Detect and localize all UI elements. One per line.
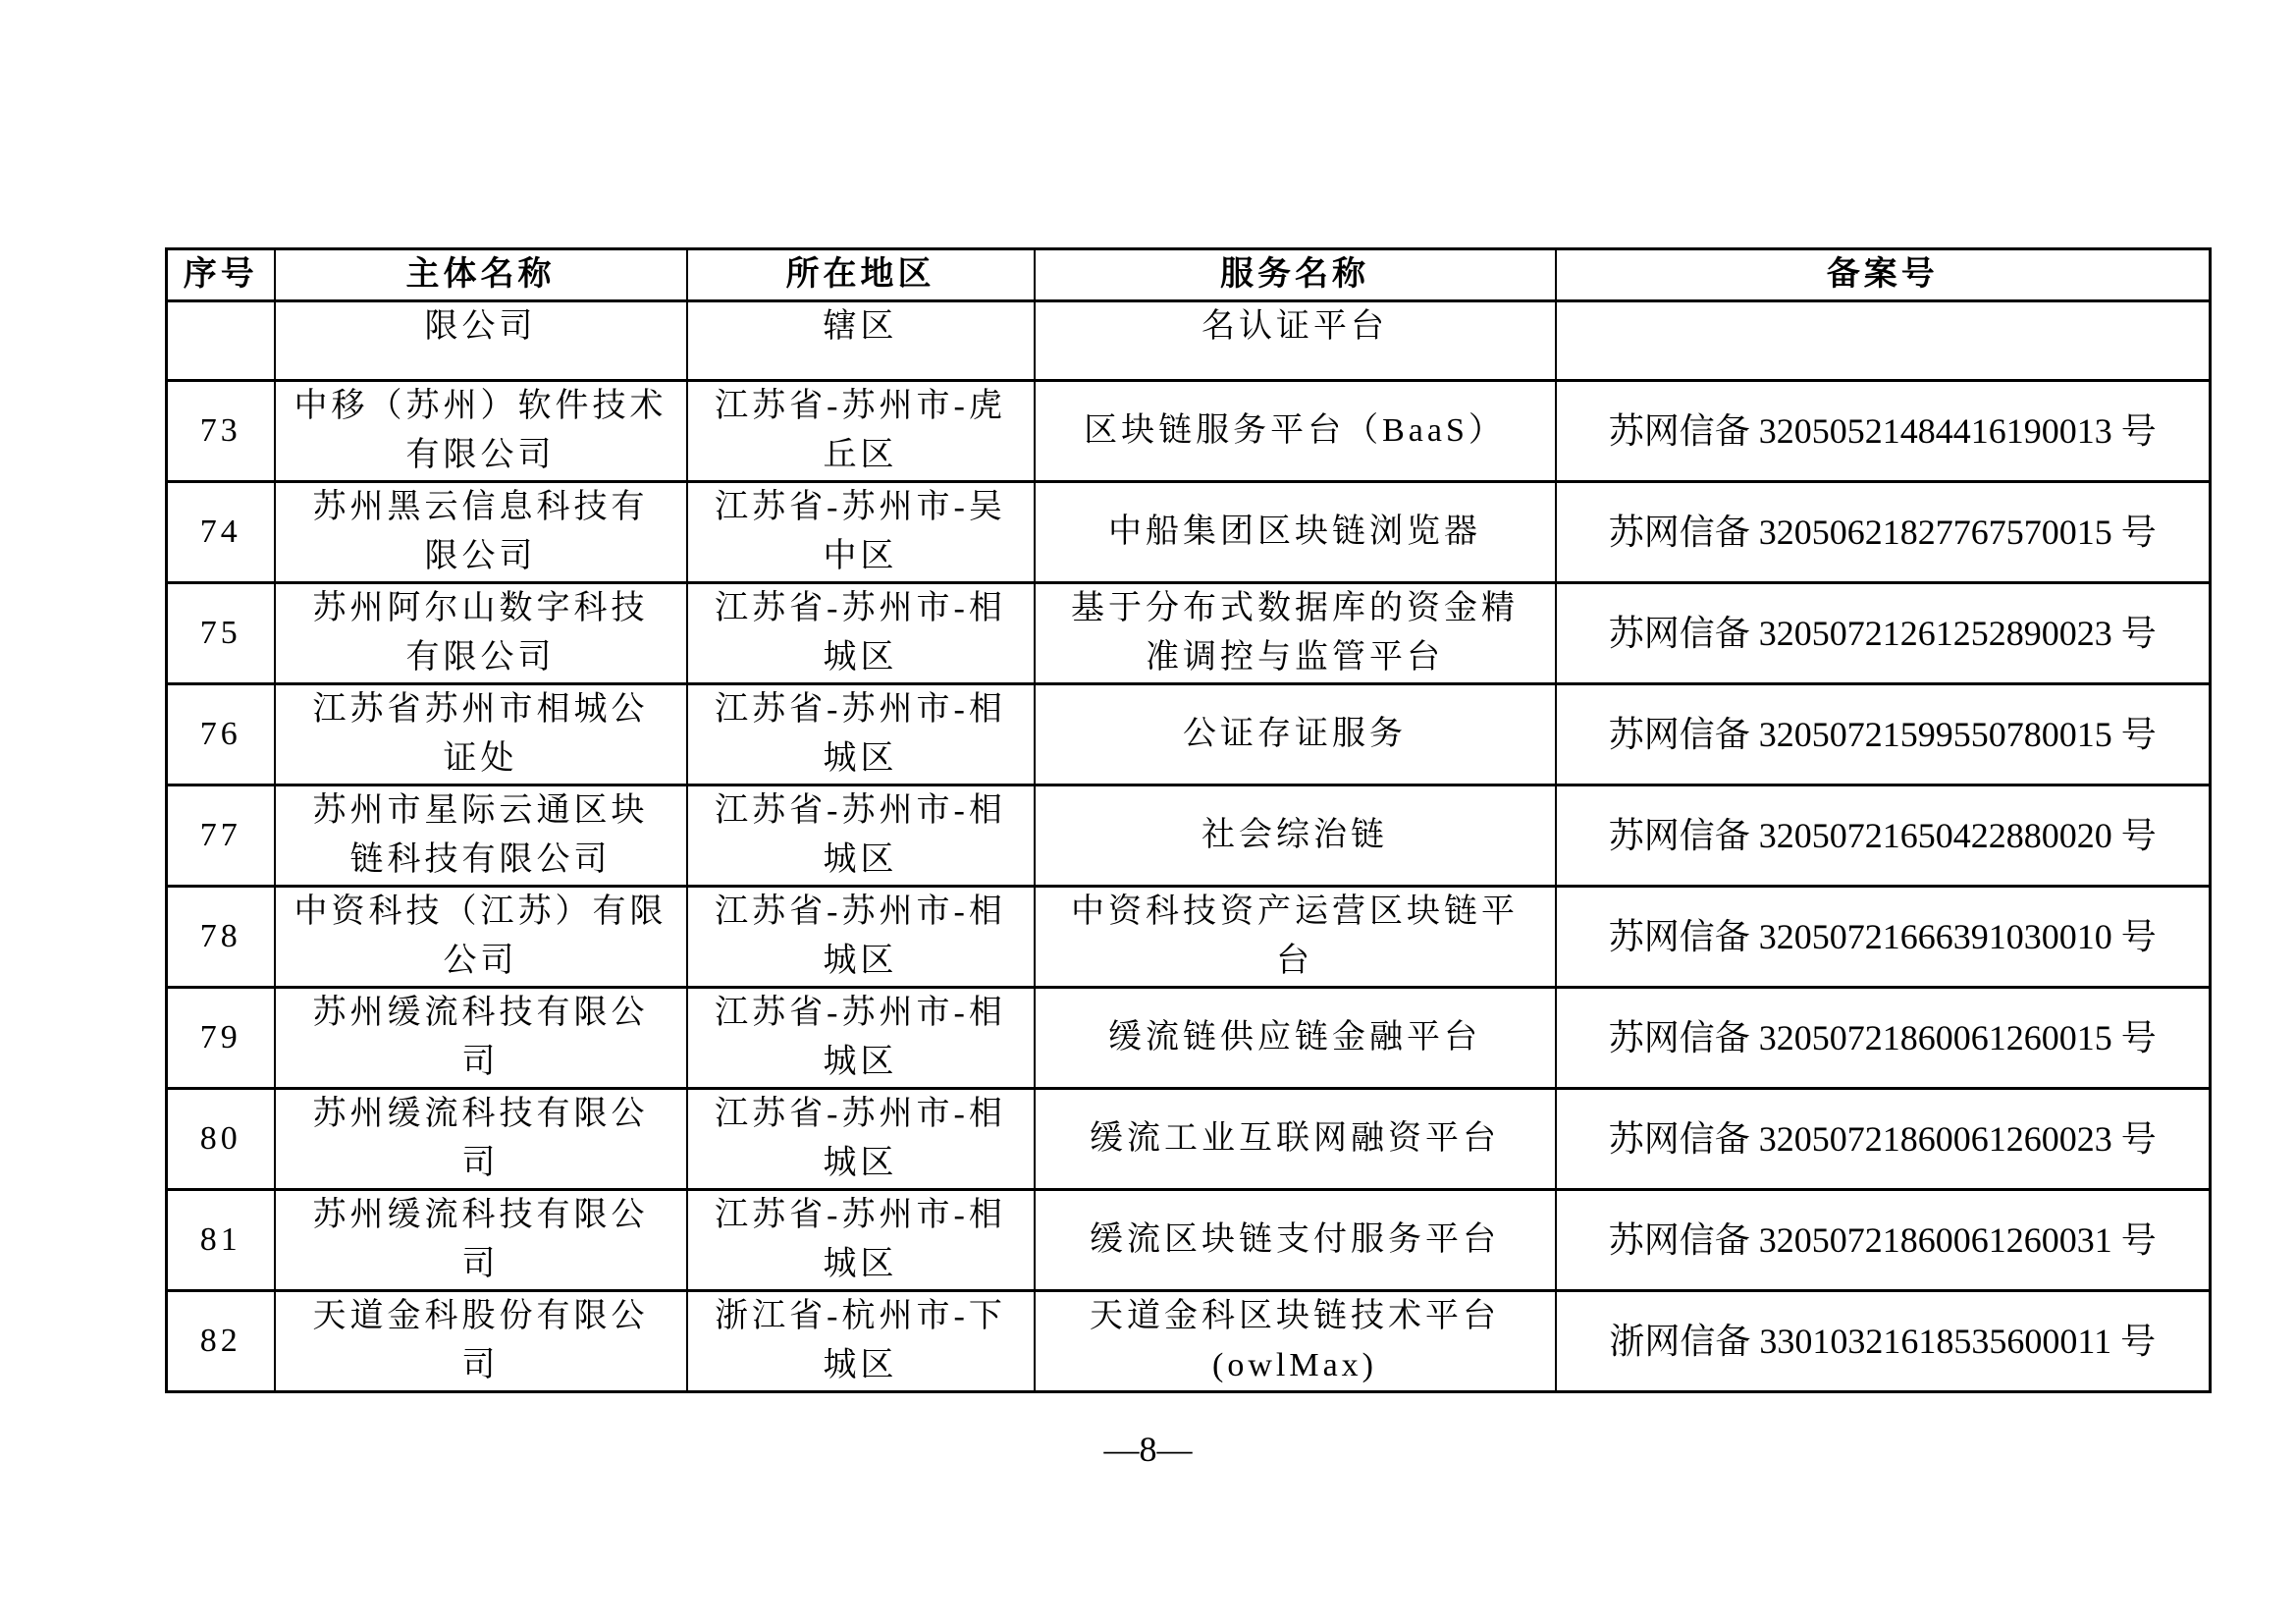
cell-service: 缓流工业互联网融资平台 — [1035, 1089, 1556, 1190]
table-row — [167, 482, 2211, 583]
continuation-row — [167, 301, 2211, 381]
cell-entity: 苏州缓流科技有限公 司 — [275, 988, 687, 1089]
cell-service: 区块链服务平台（BaaS） — [1035, 381, 1556, 482]
cell-reg: 苏网信备 32050621827767570015 号 — [1556, 482, 2211, 583]
cell-no: 73 — [167, 381, 275, 482]
cell-entity: 苏州阿尔山数字科技 有限公司 — [275, 583, 687, 684]
cell-no: 75 — [167, 583, 275, 684]
cell-no: 80 — [167, 1089, 275, 1190]
cell-no: 81 — [167, 1190, 275, 1291]
cell-region: 江苏省-苏州市-吴 中区 — [687, 482, 1035, 583]
cell-service: 公证存证服务 — [1035, 684, 1556, 785]
header-reg: 备案号 — [1556, 249, 2211, 301]
cell-no: 77 — [167, 785, 275, 887]
registry-table — [165, 247, 2212, 1393]
cell-reg: 苏网信备 32050721261252890023 号 — [1556, 583, 2211, 684]
cell-region: 江苏省-苏州市-相 城区 — [687, 1089, 1035, 1190]
cell-region: 江苏省-苏州市-虎 丘区 — [687, 381, 1035, 482]
cell-no: 79 — [167, 988, 275, 1089]
cell-reg — [1556, 301, 2211, 381]
table-row — [167, 785, 2211, 887]
cell-no: 76 — [167, 684, 275, 785]
table-row — [167, 684, 2211, 785]
cell-reg: 苏网信备 32050721860061260023 号 — [1556, 1089, 2211, 1190]
cell-no: 74 — [167, 482, 275, 583]
cell-reg: 苏网信备 32050721666391030010 号 — [1556, 887, 2211, 988]
table-row — [167, 1089, 2211, 1190]
table-header-row — [167, 249, 2211, 301]
cell-reg: 浙网信备 33010321618535600011 号 — [1556, 1291, 2211, 1392]
cell-service: 中资科技资产运营区块链平 台 — [1035, 887, 1556, 988]
cell-region: 辖区 — [687, 301, 1035, 381]
cell-service: 名认证平台 — [1035, 301, 1556, 381]
cell-service: 基于分布式数据库的资金精 准调控与监管平台 — [1035, 583, 1556, 684]
header-no: 序号 — [167, 249, 275, 301]
cell-entity: 限公司 — [275, 301, 687, 381]
cell-entity: 苏州缓流科技有限公 司 — [275, 1089, 687, 1190]
cell-service: 缓流链供应链金融平台 — [1035, 988, 1556, 1089]
table-row — [167, 381, 2211, 482]
cell-region: 江苏省-苏州市-相 城区 — [687, 1190, 1035, 1291]
table-row — [167, 1291, 2211, 1392]
cell-entity: 江苏省苏州市相城公 证处 — [275, 684, 687, 785]
cell-no: 78 — [167, 887, 275, 988]
cell-reg: 苏网信备 32050521484416190013 号 — [1556, 381, 2211, 482]
cell-entity: 天道金科股份有限公 司 — [275, 1291, 687, 1392]
table-row — [167, 988, 2211, 1089]
cell-entity: 苏州黑云信息科技有 限公司 — [275, 482, 687, 583]
cell-no: 82 — [167, 1291, 275, 1392]
cell-reg: 苏网信备 32050721650422880020 号 — [1556, 785, 2211, 887]
cell-reg: 苏网信备 32050721860061260031 号 — [1556, 1190, 2211, 1291]
cell-region: 江苏省-苏州市-相 城区 — [687, 887, 1035, 988]
cell-entity: 苏州缓流科技有限公 司 — [275, 1190, 687, 1291]
cell-reg: 苏网信备 32050721860061260015 号 — [1556, 988, 2211, 1089]
cell-no — [167, 301, 275, 381]
cell-region: 江苏省-苏州市-相 城区 — [687, 785, 1035, 887]
header-region: 所在地区 — [687, 249, 1035, 301]
cell-service: 社会综治链 — [1035, 785, 1556, 887]
cell-region: 江苏省-苏州市-相 城区 — [687, 988, 1035, 1089]
header-service: 服务名称 — [1035, 249, 1556, 301]
cell-service: 天道金科区块链技术平台 (owlMax) — [1035, 1291, 1556, 1392]
table-row — [167, 1190, 2211, 1291]
cell-entity: 苏州市星际云通区块 链科技有限公司 — [275, 785, 687, 887]
cell-reg: 苏网信备 32050721599550780015 号 — [1556, 684, 2211, 785]
cell-service: 缓流区块链支付服务平台 — [1035, 1190, 1556, 1291]
cell-region: 江苏省-苏州市-相 城区 — [687, 583, 1035, 684]
table-row — [167, 887, 2211, 988]
header-entity: 主体名称 — [275, 249, 687, 301]
cell-entity: 中移（苏州）软件技术 有限公司 — [275, 381, 687, 482]
cell-entity: 中资科技（江苏）有限 公司 — [275, 887, 687, 988]
page-number: —8— — [1103, 1430, 1193, 1469]
cell-region: 江苏省-苏州市-相 城区 — [687, 684, 1035, 785]
table-row — [167, 583, 2211, 684]
cell-service: 中船集团区块链浏览器 — [1035, 482, 1556, 583]
cell-region: 浙江省-杭州市-下 城区 — [687, 1291, 1035, 1392]
